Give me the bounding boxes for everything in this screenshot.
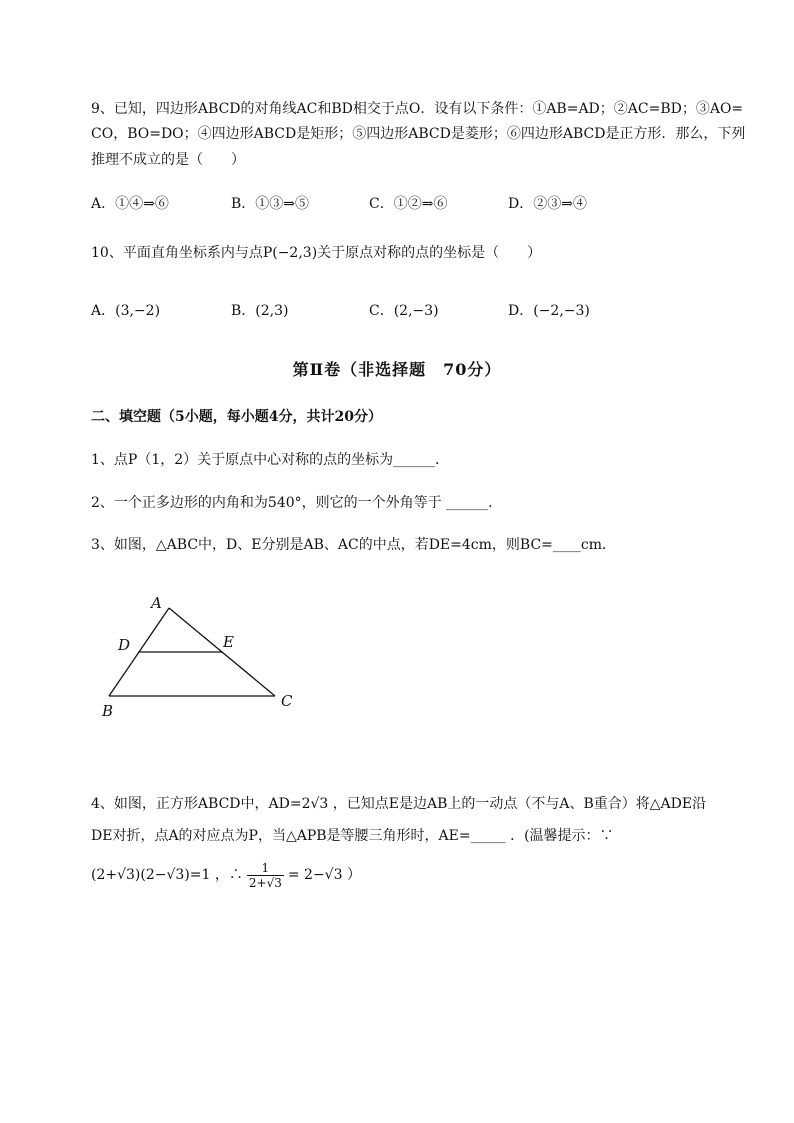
fill-question-4-line-1: 4、如图，正方形ABCD中，AD=2√3 ，已知点E是边AB上的一动点（不与A、B重合）将△ADE沿: [91, 796, 707, 812]
hint-fraction-numerator: 1: [247, 861, 284, 876]
hint-fraction-rhs: = 2−√3 ）: [287, 867, 361, 883]
fill-question-1: 1、点P（1，2）关于原点中心对称的点的坐标为______．: [91, 452, 450, 468]
q9-option-b: B．①③⇒⑤: [231, 196, 310, 212]
fill-question-3: 3、如图，△ABC中，D、E分别是AB、AC的中点，若DE=4cm，则BC=____cm．: [91, 537, 617, 553]
label-b: B: [102, 702, 114, 720]
section2-heading: 二、填空题（5小题，每小题4分，共计20分）: [91, 409, 382, 425]
label-d: D: [118, 636, 131, 654]
hint-product: (2+√3)(2−√3)=1 ，∴: [91, 867, 243, 883]
label-c: C: [281, 692, 293, 710]
q9-line-3: 推理不成立的是（ ）: [91, 152, 245, 168]
label-a: A: [151, 594, 162, 612]
fill-question-4-line-2: DE对折，点A的对应点为P，当△APB是等腰三角形时，AE=_____ ．(温馨提示：∵: [91, 828, 614, 844]
q9-line-1: 9、已知，四边形ABCD的对角线AC和BD相交于点O．设有以下条件：①AB=AD；②AC=BD；③AO=: [91, 101, 744, 117]
hint-fraction: [247, 861, 284, 890]
q9-option-d: D．②③⇒④: [508, 196, 587, 212]
fill-question-2: 2、一个正多边形的内角和为540°，则它的一个外角等于 ______．: [91, 495, 503, 511]
q10-option-d: D．(−2,−3): [508, 303, 590, 319]
fill-question-4-hint: [91, 858, 361, 892]
triangle-figure: [95, 588, 310, 723]
q10-stem: 10、平面直角坐标系内与点P(−2,3)关于原点对称的点的坐标是（ ）: [91, 245, 542, 261]
part2-title: 第Ⅱ卷（非选择题 70分）: [292, 360, 502, 379]
q9-option-c: C．①②⇒⑥: [369, 196, 448, 212]
q9-option-a: A．①④⇒⑥: [91, 196, 169, 212]
q10-option-c: C．(2,−3): [369, 303, 439, 319]
hint-fraction-denominator: 2+√3: [248, 875, 282, 890]
q9-line-2: CO，BO=DO；④四边形ABCD是矩形；⑤四边形ABCD是菱形；⑥四边形ABCD是正方形．那么，下列: [91, 126, 746, 142]
label-e: E: [223, 633, 234, 651]
q10-option-b: B．(2,3): [231, 303, 289, 319]
q10-option-a: A．(3,−2): [91, 303, 161, 319]
